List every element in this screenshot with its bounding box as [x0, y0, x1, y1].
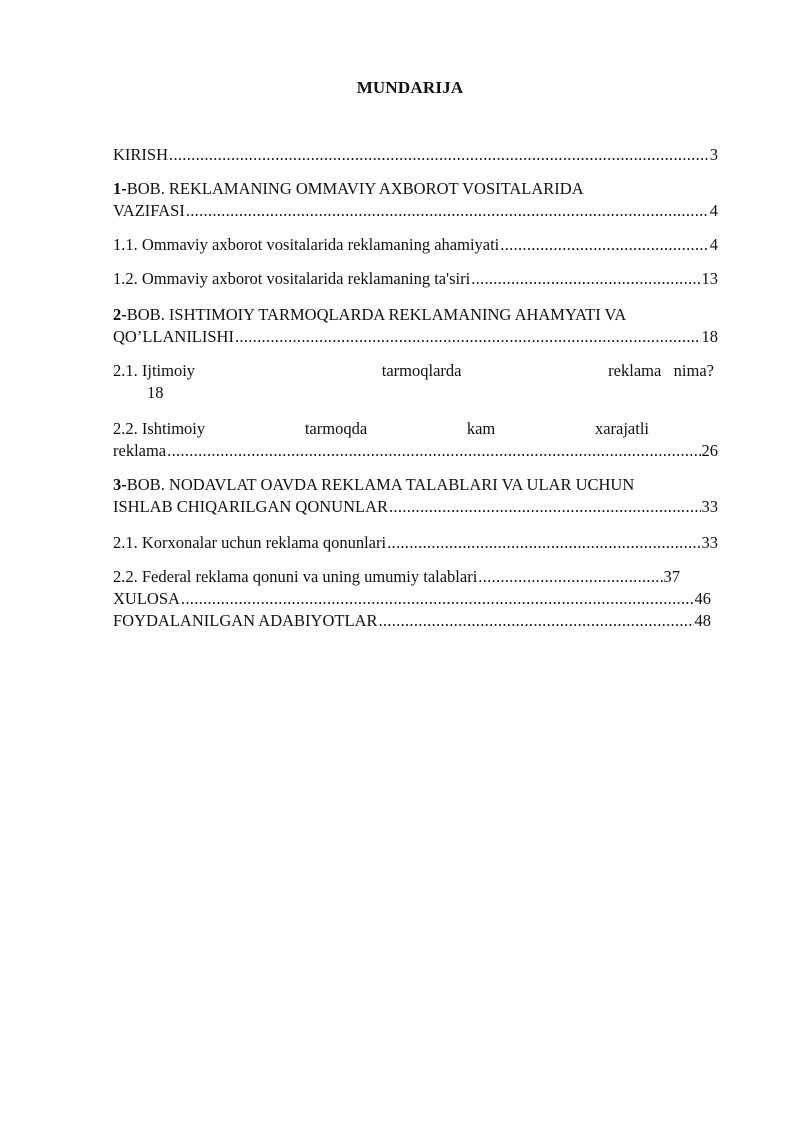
- toc-entry-xulosa[interactable]: [113, 588, 718, 610]
- toc-entry-label: FOYDALANILGAN ADABIYOTLAR: [113, 611, 378, 630]
- toc-entry-label: 2.1. Korxonalar uchun reklama qonunlari: [113, 533, 387, 552]
- toc-entry-label: KIRISH: [113, 145, 169, 164]
- toc-entry-section-3-2[interactable]: [113, 566, 718, 588]
- dot-leader: [500, 234, 708, 256]
- toc-entry-label-line2: reklama: [113, 441, 167, 460]
- toc-entry-label: 1.2. Ommaviy axborot vositalarida reklamaning ta'siri: [113, 269, 471, 288]
- toc-entry-chapter-2[interactable]: [113, 304, 718, 348]
- chapter-title-line2: QO’LLANILISHI: [113, 327, 234, 346]
- toc-page-number: 46: [694, 589, 711, 608]
- chapter-title-line2: VAZIFASI: [113, 201, 185, 220]
- toc-entry-section-2-2[interactable]: [113, 418, 718, 462]
- toc-entry-section-1-2[interactable]: [113, 268, 718, 290]
- toc-page-number: 48: [694, 611, 711, 630]
- dot-leader: [235, 326, 701, 348]
- dot-leader: [471, 268, 700, 290]
- dot-leader: [186, 200, 709, 222]
- chapter-title-line1: BOB. REKLAMANING OMMAVIY AXBOROT VOSITALARIDA: [126, 179, 584, 198]
- toc-entry-word: xarajatli: [594, 419, 649, 438]
- dot-leader: [389, 496, 701, 518]
- toc-entry-word: reklama nima?: [608, 361, 714, 380]
- dot-leader: [387, 532, 700, 554]
- toc-page-number: 13: [701, 269, 718, 288]
- chapter-number: 2-: [113, 305, 127, 324]
- chapter-title-line2: ISHLAB CHIQARILGAN QONUNLAR: [113, 497, 388, 516]
- chapter-number: 3-: [113, 475, 127, 494]
- chapter-title-line1: BOB. ISHTIMOIY TARMOQLARDA REKLAMANING AHAMYATI VA: [126, 305, 627, 324]
- toc-entry-label: XULOSA: [113, 589, 180, 608]
- chapter-heading-line: [113, 178, 718, 200]
- toc-page-number: 33: [701, 533, 718, 552]
- chapter-heading-line: [113, 304, 718, 326]
- toc-entry-section-1-1[interactable]: [113, 234, 718, 256]
- toc-page-number: 33: [701, 497, 718, 516]
- toc-entry-section-3-1[interactable]: [113, 532, 718, 554]
- chapter-title-line1: BOB. NODAVLAT OAVDA REKLAMA TALABLARI VA ULAR UCHUN: [126, 475, 635, 494]
- toc-entry-section-2-1[interactable]: [113, 360, 718, 404]
- toc-entry-adabiyotlar[interactable]: [113, 610, 718, 632]
- toc-entry-word: 2.2. Ishtimoiy: [113, 419, 206, 438]
- toc-entry-word: 2.1. Ijtimoiy: [113, 361, 196, 380]
- dot-leader: [478, 566, 662, 588]
- dot-leader: [378, 610, 693, 632]
- toc-page-number: 3: [709, 145, 718, 164]
- toc-page-number: 37: [663, 567, 680, 586]
- toc-entry-kirish[interactable]: [113, 144, 718, 166]
- toc-entry-label: 2.2. Federal reklama qonuni va uning umumiy talablari: [113, 567, 478, 586]
- page-title: MUNDARIJA: [356, 78, 464, 97]
- dot-leader: [167, 440, 700, 462]
- toc-entry-chapter-3[interactable]: [113, 474, 718, 518]
- toc-entry-word: tarmoqda: [304, 419, 368, 438]
- toc-page-number: 18: [147, 383, 164, 402]
- toc-page-number: 18: [701, 327, 718, 346]
- chapter-number: 1-: [113, 179, 127, 198]
- toc-page-number: 4: [709, 235, 718, 254]
- toc-page-number: 4: [709, 201, 718, 220]
- toc-page-number: 26: [701, 441, 718, 460]
- dot-leader: [169, 144, 709, 166]
- chapter-heading-line: [113, 474, 718, 496]
- toc-entry-word: tarmoqlarda: [381, 361, 462, 380]
- dot-leader: [181, 588, 694, 610]
- toc-entry-label: 1.1. Ommaviy axborot vositalarida reklamaning ahamiyati: [113, 235, 500, 254]
- toc-entry-word: kam: [466, 419, 496, 438]
- toc-entry-chapter-1[interactable]: [113, 178, 718, 222]
